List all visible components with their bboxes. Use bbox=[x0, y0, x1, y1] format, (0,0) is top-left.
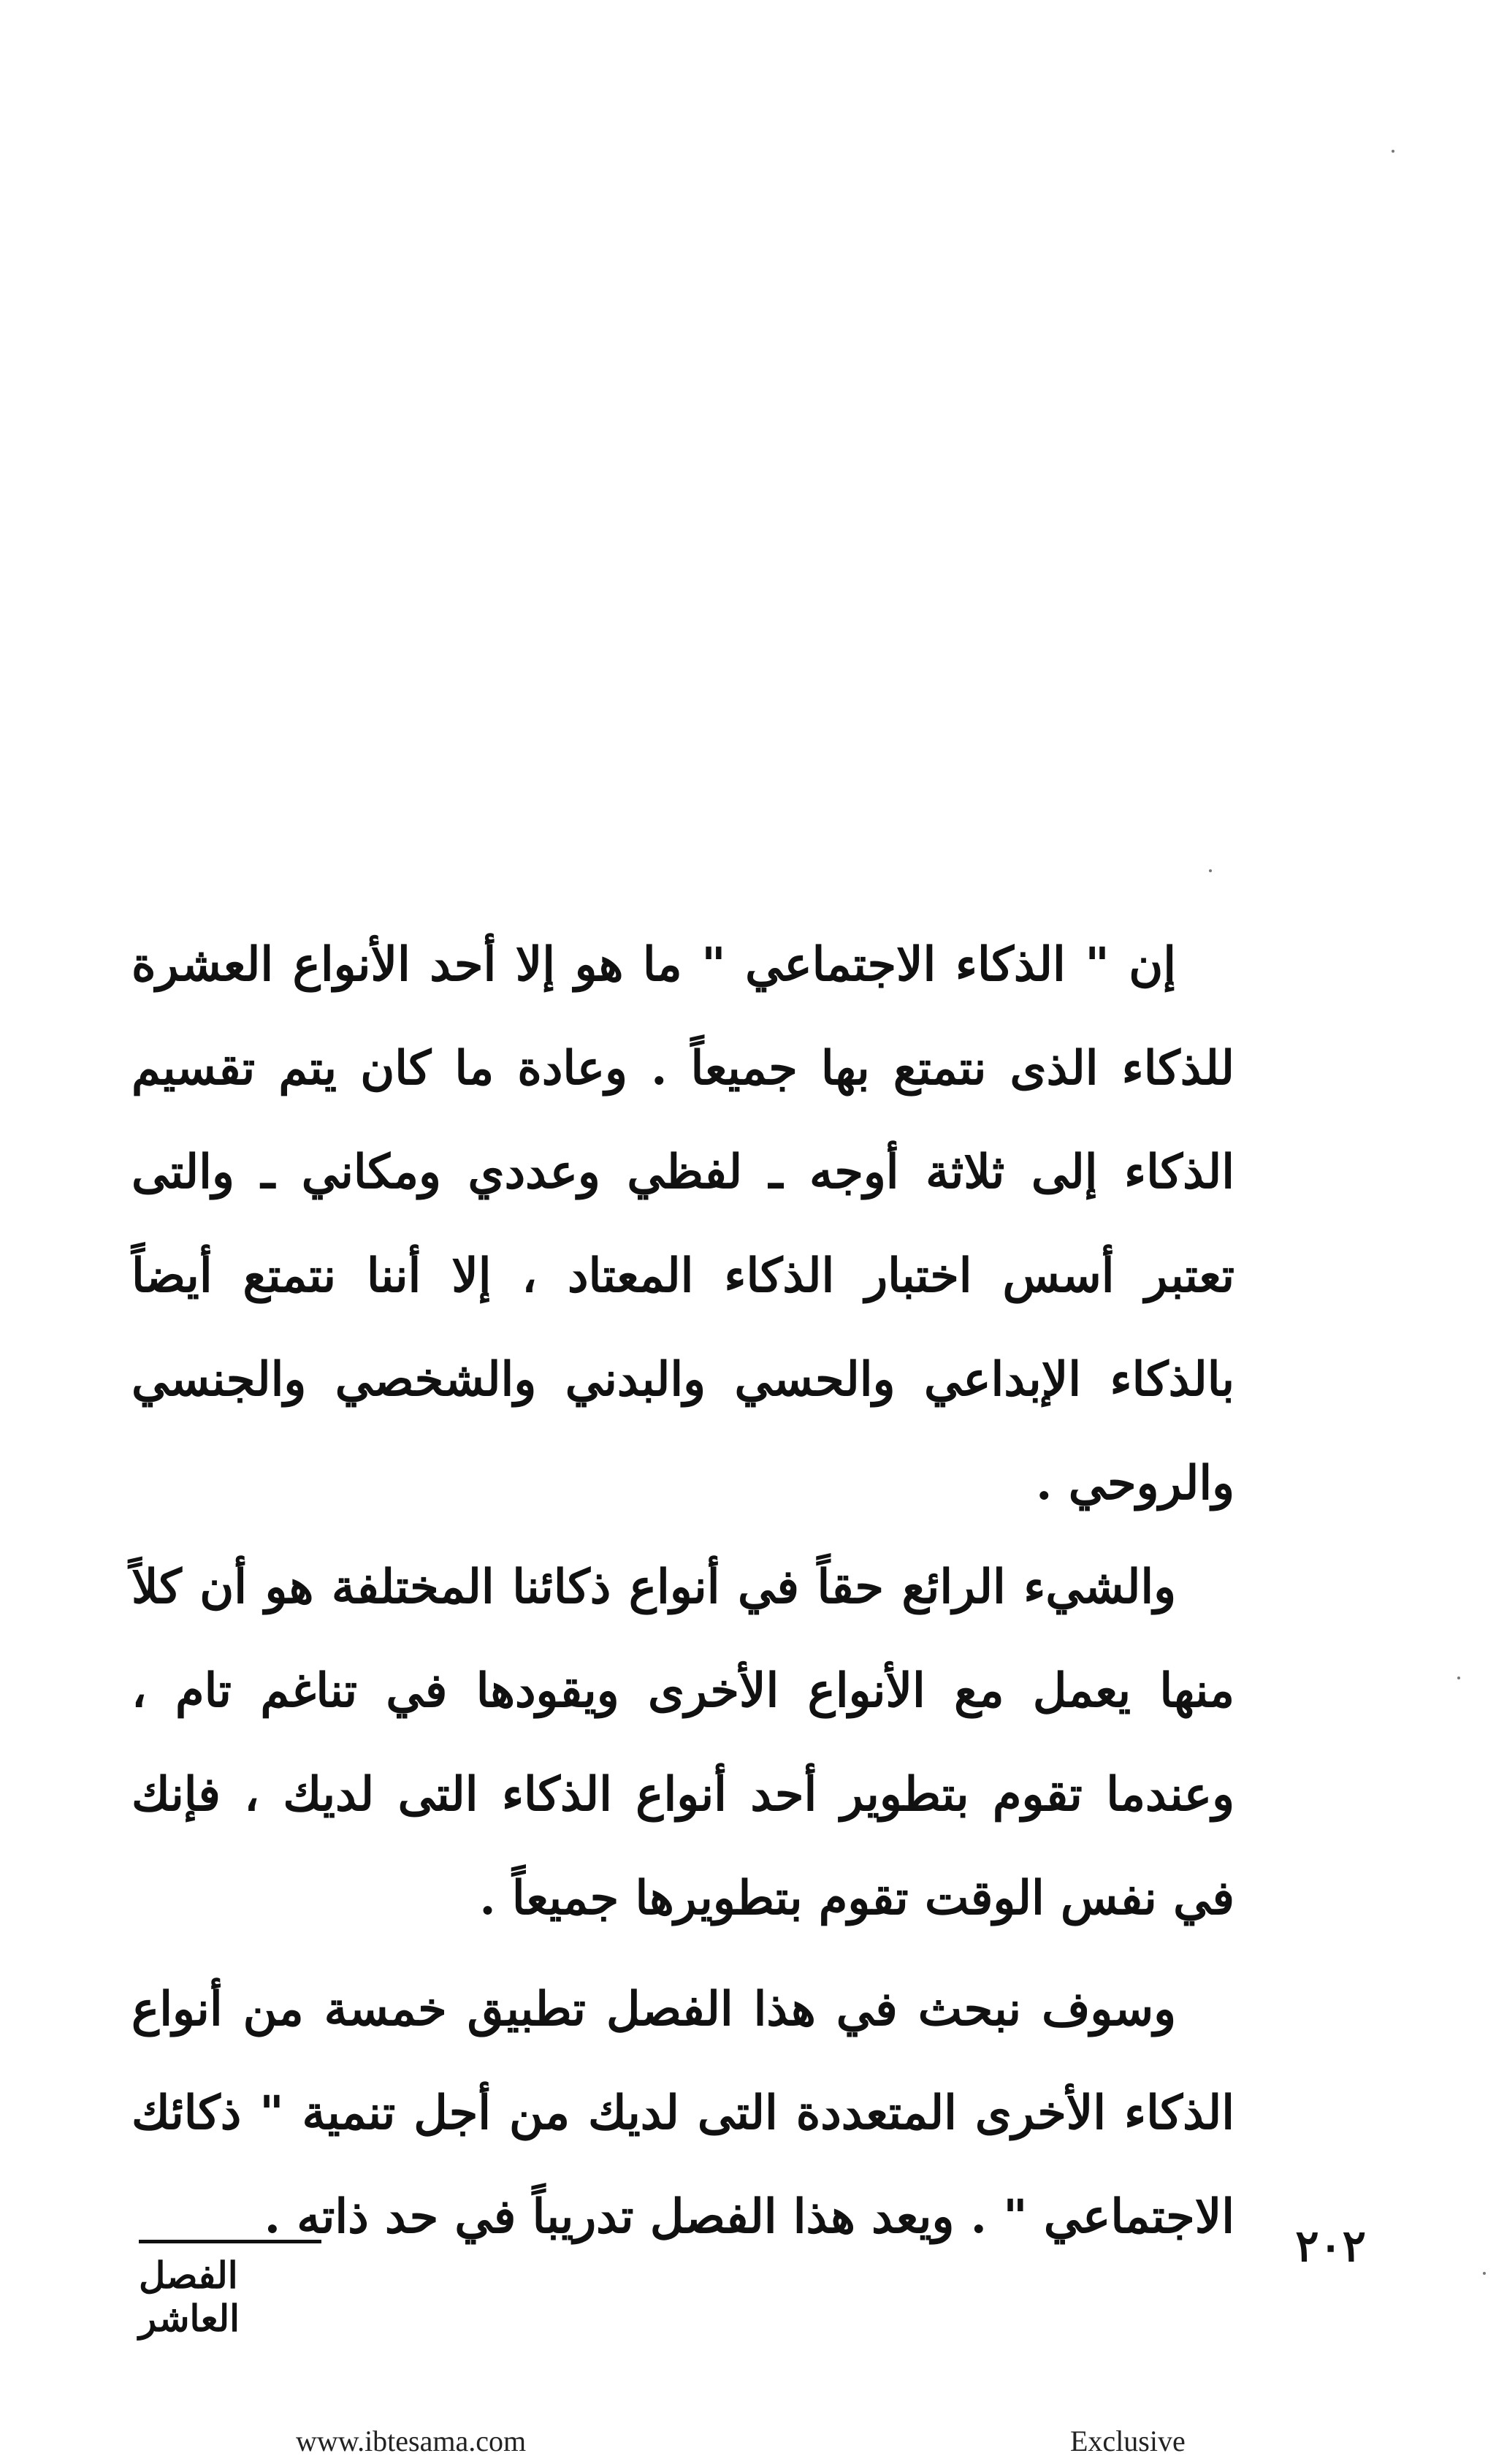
body-text bbox=[131, 913, 1234, 2269]
site-url: www.ibtesama.com bbox=[296, 2425, 527, 2457]
paragraph-1: إن " الذكاء الاجتماعي " ما هو إلا أحد الأنواع العشرة للذكاء الذى نتمتع بها جميعاً . وعادة ما كان يتم تقسيم الذكاء إلى ثلاثة أوجه ـ لفظي وعددي ومكاني ـ والتى تعتبر أسس اختبار الذكاء المعتاد ، إلا أننا نتمتع أيضاً بالذكاء الإبداعي والحسي والبدني والشخصي والجنسي والروحي . bbox=[131, 937, 1234, 1511]
scan-speck bbox=[1483, 2272, 1486, 2275]
footer-rule bbox=[139, 2240, 321, 2243]
paragraph-3: وسوف نبحث في هذا الفصل تطبيق خمسة من أنواع الذكاء الأخرى المتعددة التى لديك من أجل تنمية " ذكائك الاجتماعي " . ويعد هذا الفصل تدريباً في حد ذاته . bbox=[131, 1982, 1234, 2244]
scan-speck bbox=[1209, 869, 1212, 872]
paragraph-2: والشيء الرائع حقاً في أنواع ذكائنا المختلفة هو أن كلاً منها يعمل مع الأنواع الأخرى ويقودها في تناغم تام ، وعندما تقوم بتطوير أحد أنواع الذكاء التى لديك ، فإنك في نفس الوقت تقوم بتطويرها جميعاً . bbox=[131, 1560, 1234, 1926]
scan-speck bbox=[1392, 150, 1394, 153]
page-number: ٢٠٢ bbox=[1295, 2221, 1366, 2272]
chapter-label: الفصل العاشر bbox=[139, 2254, 240, 2340]
scan-speck bbox=[1457, 1677, 1460, 1679]
exclusive-label: Exclusive bbox=[1070, 2425, 1186, 2457]
